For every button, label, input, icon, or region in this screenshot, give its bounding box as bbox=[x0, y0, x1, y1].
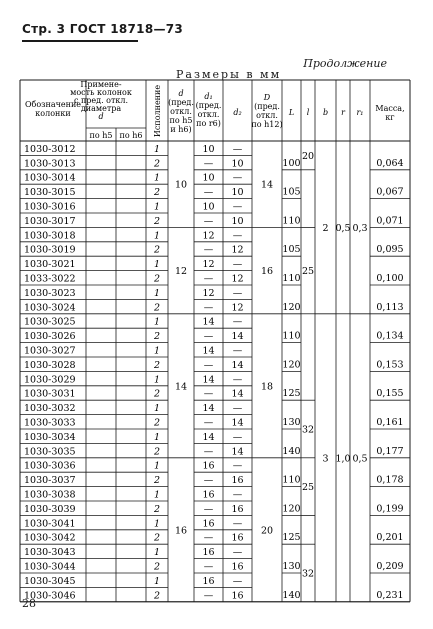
cell-L: 130 bbox=[282, 561, 301, 572]
row-d2: 10 bbox=[231, 215, 244, 227]
cell-mass: 0,231 bbox=[376, 589, 404, 601]
cell-L: 110 bbox=[282, 474, 301, 486]
row-code: 1030-3025 bbox=[24, 316, 76, 328]
cell-mass: 0,113 bbox=[376, 301, 404, 313]
row-code: 1030-3017 bbox=[24, 215, 76, 227]
row-d1: — bbox=[203, 302, 214, 314]
row-d2: — bbox=[232, 374, 243, 386]
cell-L: 120 bbox=[282, 359, 301, 371]
row-d2: — bbox=[232, 230, 243, 242]
row-execution: 1 bbox=[153, 575, 161, 587]
row-code: 1030-3024 bbox=[24, 302, 76, 314]
row-execution: 2 bbox=[153, 331, 161, 343]
cell-L: 110 bbox=[282, 273, 301, 284]
row-code: 1030-3028 bbox=[24, 359, 76, 371]
row-d2: 16 bbox=[231, 503, 244, 515]
row-code: 1030-3043 bbox=[24, 547, 76, 559]
row-d2: — bbox=[232, 287, 243, 299]
row-code: 1030-3012 bbox=[24, 143, 76, 155]
row-code: 1030-3035 bbox=[24, 446, 76, 458]
header-b: b bbox=[322, 108, 329, 117]
row-execution: 2 bbox=[153, 302, 161, 314]
row-code: 1033-3022 bbox=[24, 273, 76, 285]
header-applicability: мость колонок bbox=[70, 88, 132, 97]
row-d1: 14 bbox=[202, 374, 215, 386]
cell-l: 20 bbox=[301, 150, 315, 162]
row-execution: 2 bbox=[153, 590, 161, 602]
row-code: 1030-3046 bbox=[24, 590, 76, 602]
cell-L: 140 bbox=[282, 445, 301, 457]
header-d: и h6) bbox=[170, 125, 192, 134]
header-D: D bbox=[263, 93, 271, 102]
row-d1: 16 bbox=[202, 547, 215, 559]
row-execution: 2 bbox=[153, 446, 161, 458]
cell-b: 2 bbox=[322, 222, 329, 234]
row-d1: — bbox=[203, 187, 214, 199]
row-d1: 14 bbox=[202, 345, 215, 357]
cell-L: 120 bbox=[282, 503, 301, 515]
row-d2: — bbox=[232, 575, 243, 587]
row-d2: 14 bbox=[231, 446, 244, 458]
header-D: откл. bbox=[256, 111, 278, 120]
row-execution: 2 bbox=[153, 215, 161, 227]
row-d1: — bbox=[203, 561, 214, 573]
row-code: 1030-3039 bbox=[24, 503, 76, 515]
row-code: 1030-3021 bbox=[24, 259, 76, 271]
header-d1: (пред. bbox=[195, 101, 222, 110]
row-d1: 14 bbox=[202, 403, 215, 415]
row-d1: 12 bbox=[202, 259, 215, 271]
header-d1: по r6) bbox=[196, 119, 221, 128]
page-number: 28 bbox=[22, 597, 36, 610]
row-code: 1030-3044 bbox=[24, 561, 76, 573]
row-execution: 1 bbox=[153, 143, 161, 155]
header-designation: Обозначение bbox=[24, 100, 82, 109]
row-code: 1030-3019 bbox=[24, 244, 76, 256]
header-r: r bbox=[341, 108, 345, 117]
cell-L: 125 bbox=[282, 532, 301, 544]
header-d: по h5 bbox=[169, 116, 193, 125]
header-d1: d₁ bbox=[204, 92, 213, 101]
row-code: 1030-3034 bbox=[24, 431, 76, 443]
cell-mass: 0,071 bbox=[376, 215, 404, 227]
cell-mass: 0,161 bbox=[376, 417, 404, 428]
row-code: 1030-3037 bbox=[24, 475, 76, 487]
cell-mass: 0,095 bbox=[376, 244, 404, 256]
row-execution: 1 bbox=[153, 172, 161, 184]
cell-L: 130 bbox=[282, 417, 301, 428]
row-code: 1030-3029 bbox=[24, 374, 76, 386]
header-mass: кг bbox=[385, 113, 395, 122]
row-d1: 12 bbox=[202, 230, 215, 242]
row-d2: — bbox=[232, 259, 243, 271]
row-execution: 2 bbox=[153, 475, 161, 487]
row-execution: 2 bbox=[153, 388, 161, 400]
cell-L: 105 bbox=[282, 244, 301, 256]
cell-D: 18 bbox=[260, 381, 274, 393]
row-d2: 14 bbox=[231, 359, 244, 371]
cell-L: 120 bbox=[282, 301, 301, 313]
header-d2: d₂ bbox=[233, 108, 242, 117]
cell-l: 25 bbox=[301, 482, 315, 494]
header-designation: колонки bbox=[35, 109, 71, 118]
row-code: 1030-3036 bbox=[24, 460, 76, 472]
table-caption: Размеры в мм bbox=[176, 68, 282, 81]
row-d2: 14 bbox=[231, 388, 244, 400]
header-r1: r₁ bbox=[356, 108, 364, 117]
cell-d: 16 bbox=[174, 525, 188, 537]
row-d1: 10 bbox=[202, 143, 215, 155]
row-d1: 10 bbox=[202, 201, 215, 213]
row-d2: — bbox=[232, 201, 243, 213]
cell-l: 25 bbox=[301, 266, 315, 278]
row-d2: — bbox=[232, 460, 243, 472]
row-code: 1030-3026 bbox=[24, 331, 76, 343]
row-code: 1030-3041 bbox=[24, 518, 76, 530]
row-execution: 1 bbox=[153, 259, 161, 271]
row-d2: 14 bbox=[231, 417, 244, 429]
cell-D: 14 bbox=[260, 179, 274, 191]
header-execution: Исполнение bbox=[153, 84, 162, 138]
cell-d: 12 bbox=[174, 266, 188, 278]
cell-mass: 0,209 bbox=[376, 561, 404, 572]
row-d1: — bbox=[203, 388, 214, 400]
cell-L: 125 bbox=[282, 388, 301, 400]
continuation-label: Продолжение bbox=[303, 57, 387, 70]
row-code: 1030-3013 bbox=[24, 158, 76, 170]
cell-mass: 0,064 bbox=[376, 157, 404, 169]
row-execution: 2 bbox=[153, 187, 161, 199]
cell-mass: 0,153 bbox=[376, 359, 404, 371]
row-d2: — bbox=[232, 316, 243, 328]
row-d1: — bbox=[203, 331, 214, 343]
cell-r: 1,0 bbox=[335, 453, 351, 465]
row-execution: 2 bbox=[153, 158, 161, 170]
row-execution: 2 bbox=[153, 359, 161, 371]
row-d2: 14 bbox=[231, 331, 244, 343]
row-d2: 10 bbox=[231, 187, 244, 199]
row-d1: — bbox=[203, 446, 214, 458]
row-execution: 1 bbox=[153, 489, 161, 501]
row-d2: — bbox=[232, 345, 243, 357]
page-header: Стр. 3 ГОСТ 18718—73 bbox=[22, 22, 184, 36]
row-execution: 1 bbox=[153, 230, 161, 242]
row-d1: — bbox=[203, 475, 214, 487]
row-execution: 1 bbox=[153, 316, 161, 328]
cell-mass: 0,177 bbox=[376, 445, 404, 457]
row-code: 1030-3016 bbox=[24, 201, 76, 213]
cell-mass: 0,155 bbox=[376, 388, 404, 400]
cell-mass: 0,100 bbox=[376, 273, 404, 284]
row-execution: 2 bbox=[153, 244, 161, 256]
row-code: 1030-3023 bbox=[24, 287, 76, 299]
row-d2: 16 bbox=[231, 561, 244, 573]
cell-d: 14 bbox=[174, 381, 188, 393]
cell-l: 32 bbox=[301, 568, 315, 580]
row-code: 1030-3033 bbox=[24, 417, 76, 429]
header-applicability: d bbox=[98, 112, 104, 121]
row-code: 1030-3015 bbox=[24, 187, 76, 199]
row-d2: — bbox=[232, 489, 243, 501]
cell-r1: 0,3 bbox=[352, 222, 368, 234]
cell-mass: 0,067 bbox=[376, 186, 404, 198]
cell-D: 16 bbox=[260, 266, 274, 278]
row-d2: — bbox=[232, 518, 243, 530]
cell-mass: 0,199 bbox=[376, 503, 404, 515]
row-d1: 12 bbox=[202, 287, 215, 299]
header-d: d bbox=[178, 89, 184, 98]
header-d: откл. bbox=[170, 107, 192, 116]
row-d1: — bbox=[203, 590, 214, 602]
row-d1: — bbox=[203, 244, 214, 256]
header-h5: по h5 bbox=[89, 131, 113, 140]
cell-L: 105 bbox=[282, 186, 301, 198]
row-execution: 1 bbox=[153, 287, 161, 299]
row-d1: 16 bbox=[202, 575, 215, 587]
row-execution: 2 bbox=[153, 561, 161, 573]
cell-d: 10 bbox=[174, 179, 188, 191]
row-code: 1030-3014 bbox=[24, 172, 76, 184]
row-d1: 10 bbox=[202, 172, 215, 184]
row-code: 1030-3027 bbox=[24, 345, 76, 357]
row-d2: 12 bbox=[231, 302, 244, 314]
row-code: 1030-3042 bbox=[24, 532, 76, 544]
header-d1: откл. bbox=[197, 110, 220, 119]
row-d1: 14 bbox=[202, 431, 215, 443]
row-d2: — bbox=[232, 143, 243, 155]
cell-mass: 0,201 bbox=[376, 532, 404, 544]
row-d2: 10 bbox=[231, 158, 244, 170]
header-D: (пред. bbox=[254, 102, 280, 111]
cell-L: 110 bbox=[282, 215, 301, 227]
cell-mass: 0,134 bbox=[376, 330, 404, 342]
cell-r1: 0,5 bbox=[352, 453, 368, 465]
row-d2: — bbox=[232, 431, 243, 443]
row-execution: 2 bbox=[153, 273, 161, 285]
row-execution: 1 bbox=[153, 345, 161, 357]
row-execution: 1 bbox=[153, 460, 161, 472]
header-applicability: диаметра bbox=[80, 104, 122, 113]
row-execution: 2 bbox=[153, 503, 161, 515]
row-code: 1030-3045 bbox=[24, 575, 76, 587]
header-d: (пред. bbox=[168, 98, 194, 107]
row-code: 1030-3038 bbox=[24, 489, 76, 501]
header-applicability: Примене- bbox=[80, 80, 122, 89]
row-d2: — bbox=[232, 172, 243, 184]
row-d1: — bbox=[203, 215, 214, 227]
header-L: L bbox=[288, 108, 295, 117]
header-h6: по h6 bbox=[119, 131, 143, 140]
header-mass: Масса, bbox=[375, 104, 405, 113]
cell-L: 100 bbox=[282, 157, 301, 169]
cell-b: 3 bbox=[322, 453, 329, 465]
header-applicability: с пред. откл. bbox=[73, 96, 129, 105]
row-d1: — bbox=[203, 503, 214, 515]
row-d2: 16 bbox=[231, 590, 244, 602]
row-d1: — bbox=[203, 532, 214, 544]
row-execution: 1 bbox=[153, 431, 161, 443]
row-d1: — bbox=[203, 158, 214, 170]
row-d1: 16 bbox=[202, 518, 215, 530]
row-execution: 1 bbox=[153, 403, 161, 415]
cell-L: 140 bbox=[282, 589, 301, 601]
row-d1: — bbox=[203, 273, 214, 285]
row-execution: 1 bbox=[153, 518, 161, 530]
row-d1: 16 bbox=[202, 460, 215, 472]
row-d2: 16 bbox=[231, 532, 244, 544]
row-d2: 16 bbox=[231, 475, 244, 487]
row-d1: 16 bbox=[202, 489, 215, 501]
row-d1: — bbox=[203, 359, 214, 371]
row-d1: 14 bbox=[202, 316, 215, 328]
row-execution: 1 bbox=[153, 547, 161, 559]
cell-D: 20 bbox=[260, 525, 274, 537]
row-d2: 12 bbox=[231, 244, 244, 256]
cell-mass: 0,178 bbox=[376, 474, 404, 486]
header-l: l bbox=[306, 108, 310, 117]
row-execution: 2 bbox=[153, 532, 161, 544]
row-execution: 1 bbox=[153, 201, 161, 213]
row-execution: 2 bbox=[153, 417, 161, 429]
row-d2: 12 bbox=[231, 273, 244, 285]
row-code: 1030-3031 bbox=[24, 388, 76, 400]
row-d2: — bbox=[232, 547, 243, 559]
header-D: по h12) bbox=[251, 120, 283, 129]
row-d1: — bbox=[203, 417, 214, 429]
row-execution: 1 bbox=[153, 374, 161, 386]
row-code: 1030-3018 bbox=[24, 230, 76, 242]
row-code: 1030-3032 bbox=[24, 403, 76, 415]
cell-L: 110 bbox=[282, 330, 301, 342]
row-d2: — bbox=[232, 403, 243, 415]
cell-l: 32 bbox=[301, 424, 315, 436]
cell-r: 0,5 bbox=[335, 222, 351, 234]
